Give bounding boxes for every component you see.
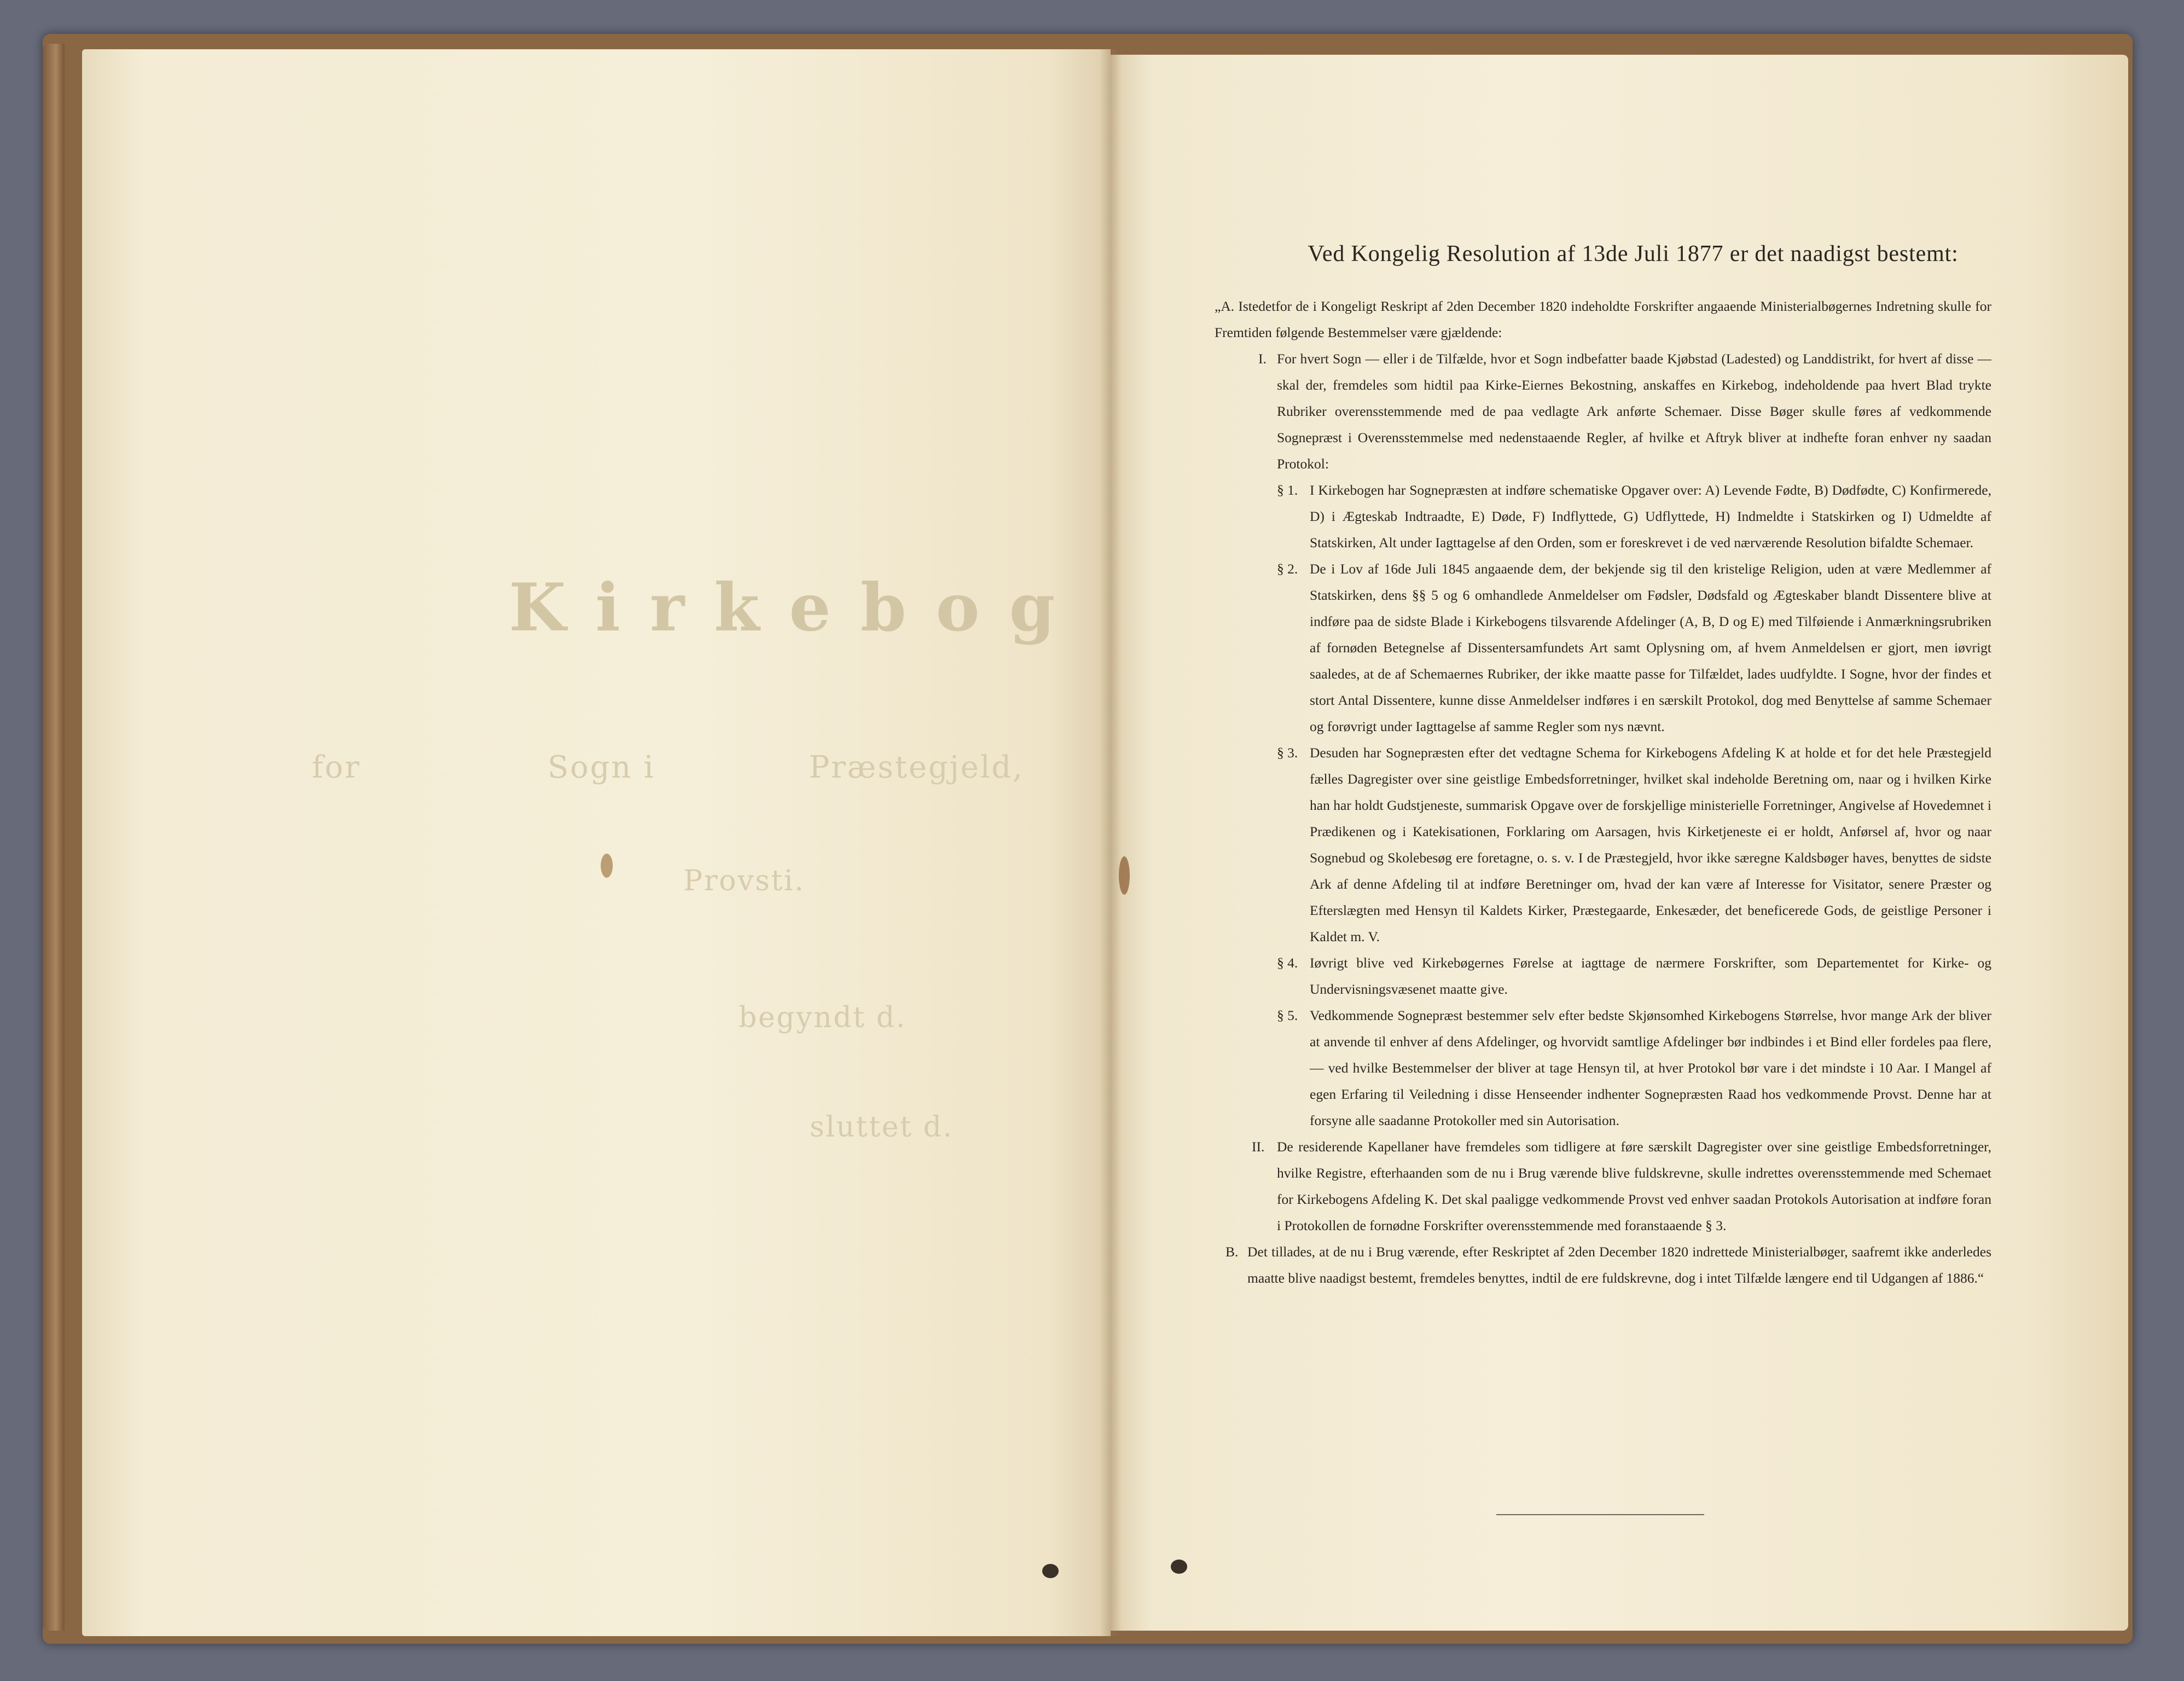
section-a: [1215, 293, 1991, 346]
section-b-text: Det tillades, at de nu i Brug værende, efter Reskriptet af 2den December 1820 indrettede Ministerialbøger, saafremt ikke anderledes maatte blive naadigst bestemt, fremdeles benyttes, indtil de ere fuldskrevne, dog i intet Tilfælde længere end til Udgangen af 1886.“: [1247, 1244, 1991, 1286]
section-b-label: B.: [1225, 1244, 1239, 1260]
closing-rule: [1496, 1514, 1704, 1515]
paragraph-4: [1277, 950, 1991, 1002]
paragraph-3: [1277, 740, 1991, 950]
book-spine: [43, 44, 65, 1631]
paragraph-label: § 2.: [1277, 561, 1298, 577]
faded-line-begun: begyndt d.: [739, 1001, 907, 1034]
paragraph-text: De i Lov af 16de Juli 1845 angaaende dem, der bekjende sig til den kristelige Religion, uden at være Medlemmer af Statskirken, dens §§ 5 og 6 omhandlede Anmeldelser om Fødsler, Dødsfald og Ægteskaber blandt Dissentere blive at indføre paa de sidste Blade i Kirkebogens tilsvarende Afdelinger (A, B, D og E) med Tilføiende i Anmærkningsrubriken af fornøden Betegnelse af Dissentersamfundets Art samt Oplysning om, af hvem Anmeldelsen er gjort, men iøvrigt saaledes, at de af Schemaernes Rubriker, der ikke maatte passe for Tilfældet, lades uudfyldte. I Sogne, hvor der findes et stort Antal Dissentere, kunne disse Anmeldelser indføres i en særskilt Protokol, dog med Benyttelse af samme Schemaer og forøvrigt under Iagttagelse af samme Regler som nys nævnt.: [1310, 561, 1991, 734]
section-b: [1215, 1239, 1991, 1291]
section-a-text: Istedetfor de i Kongeligt Reskript af 2den December 1820 indeholdte Forskrifter angaaende Ministerialbøgernes Indretning skulle for Fremtiden følgende Bestemmelser være gjældende:: [1215, 298, 1991, 340]
faded-line-deanery: Provsti.: [683, 865, 805, 897]
paragraph-1: [1277, 477, 1991, 556]
section-i: [1215, 346, 1991, 477]
binding-hole: [1171, 1560, 1187, 1574]
paragraph-5: [1277, 1002, 1991, 1134]
paragraph-text: Desuden har Sognepræsten efter det vedtagne Schema for Kirkebogens Afdeling K at holde et for det hele Præstegjeld fælles Dagregister over sine geistlige Embedsforretninger, hvilket skal indeholde Beretning om, naar og i hvilken Kirke han har holdt Gudstjeneste, summarisk Opgave over de forskjellige ministerielle Forretninger, Angivelse af Hovedemnet i Prædikenen og i Katekisationen, Forklaring om Aarsagen, hvis Kirketjeneste ei er holdt, Anførsel af, hvor og naar Sognebud og Skolebesøg ere foretagne, o. s. v. I de Præstegjeld, hvor ikke særegne Kaldsbøger haves, benyttes de sidste Ark af denne Afdeling til at indføre Beretninger om, hvad der kan være af Interesse for Visitator, senere Præster og Efterslægten med Hensyn til Kaldets Kirker, Præstegaarde, Enkesæder, det beneficerede Gods, de geistlige Personer i Kaldet m. V.: [1310, 745, 1991, 944]
paragraph-label: § 1.: [1277, 482, 1298, 498]
paragraph-label: § 4.: [1277, 955, 1298, 971]
left-page: [82, 49, 1111, 1636]
resolution-heading: Ved Kongelig Resolution af 13de Juli 1877 er det naadigst bestemt:: [1308, 241, 1959, 266]
paragraph-text: Vedkommende Sognepræst bestemmer selv efter bedste Skjønsomhed Kirkebogens Størrelse, hvor mange Ark der bliver at anvende til enhver af dens Afdelinger, og hvorvidt samtlige Afdelinger bør indbindes i et Bind eller fordeles paa flere, — ved hvilke Bestemmelser der bliver at tage Hensyn til, at hver Protokol bør vare i det mindste i 10 Aar. I Mangel af egen Erfaring til Veiledning i disse Henseender indhenter Sognepræsten Raad hos vedkommende Provst. Denne har at forsyne alle saadanne Protokoller med sin Autorisation.: [1310, 1007, 1991, 1128]
paper-stain: [1119, 856, 1130, 895]
paragraph-2: [1277, 556, 1991, 740]
book-gutter: [1100, 49, 1122, 1636]
paper-stain: [601, 854, 613, 878]
section-i-text: For hvert Sogn — eller i de Tilfælde, hvor et Sogn indbefatter baade Kjøbstad (Ladested) og Landdistrikt, for hvert af disse — skal der, fremdeles som hidtil paa Kirke-Eiernes Bekostning, anskaffes en Kirkebog, indeholdende paa hvert Blad trykte Rubriker overensstemmende med de paa vedlagte Ark anførte Schemaer. Disse Bøger skulle føres af vedkommende Sognepræst i Overensstemmelse med nedenstaaende Regler, af hvilke et Aftryk bliver at indhefte foran enhver ny saadan Protokol:: [1277, 351, 1991, 472]
paragraph-text: I Kirkebogen har Sognepræsten at indføre schematiske Opgaver over: A) Levende Fødte, B) Dødfødte, C) Konfirmerede, D) i Ægteskab Indtraadte, E) Døde, F) Indflyttede, G) Udflyttede, H) Indmeldte i Statskirken og I) Udmeldte af Statskirken, Alt under Iagttagelse af den Orden, som er foreskrevet i de ved nærværende Resolution bifaldte Schemaer.: [1310, 482, 1991, 550]
paragraph-label: § 3.: [1277, 745, 1298, 761]
faded-line-parish: for Sogn i Præstegjeld,: [312, 750, 1024, 785]
section-ii-text: De residerende Kapellaner have fremdeles som tidligere at føre særskilt Dagregister over sine geistlige Embedsforretninger, hvilke Registre, efterhaanden som de nu i Brug værende blive fuldskrevne, skulle indrettes overensstemmende med Schemaet for Kirkebogens Afdeling K. Det skal paaligge vedkommende Provst ved enhver saadan Protokols Autorisation at indføre foran i Protokollen de fornødne Forskrifter overensstemmende med foranstaaende § 3.: [1277, 1139, 1991, 1233]
faded-title: Kirkebog: [509, 569, 1085, 646]
section-ii-label: II.: [1252, 1139, 1265, 1155]
resolution-text: [1215, 241, 1991, 1291]
binding-hole: [1042, 1564, 1059, 1578]
paragraph-text: Iøvrigt blive ved Kirkebøgernes Førelse at iagttage de nærmere Forskrifter, som Departementet for Kirke- og Undervisningsvæsenet maatte give.: [1310, 955, 1991, 997]
faded-line-ended: sluttet d.: [810, 1111, 954, 1144]
section-a-label: „A.: [1215, 298, 1235, 314]
section-ii: [1215, 1134, 1991, 1239]
section-i-label: I.: [1258, 351, 1267, 367]
paragraph-label: § 5.: [1277, 1007, 1298, 1023]
